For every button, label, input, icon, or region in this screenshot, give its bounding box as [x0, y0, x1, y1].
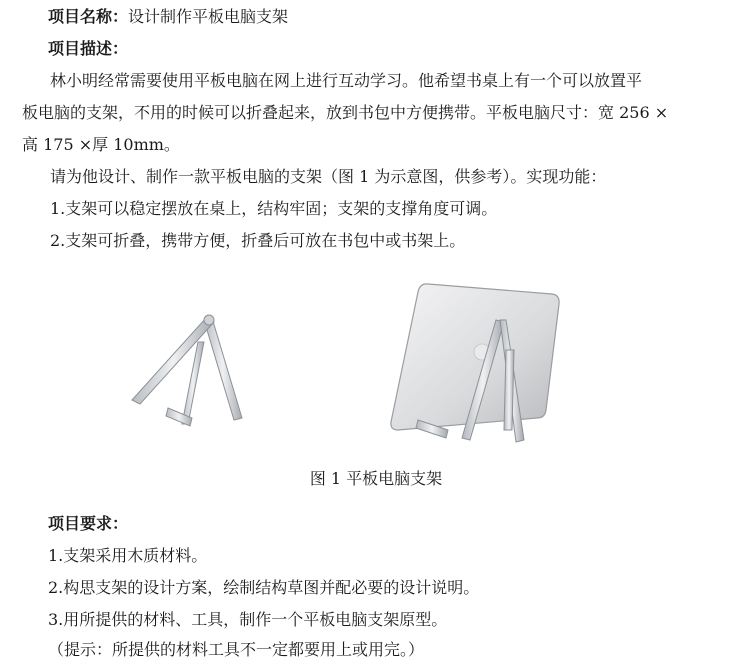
tablet-on-stand-image — [388, 280, 568, 444]
requirements-label: 项目要求： — [48, 514, 129, 533]
desc-paragraph-2: 请为他设计、制作一款平板电脑的支架（图 1 为示意图，供参考）。实现功能： — [50, 167, 607, 186]
desc-paragraph-1b: 板电脑的支架，不用的时候可以折叠起来，放到书包中方便携带。平板电脑尺寸：宽 256 × — [22, 103, 669, 122]
function-item-1: 1.支架可以稳定摆放在桌上，结构牢固；支架的支撑角度可调。 — [50, 199, 498, 218]
desc-paragraph-1c: 高 175 ×厚 10mm。 — [22, 135, 180, 154]
requirement-hint: （提示：所提供的材料工具不一定都要用上或用完。） — [48, 640, 425, 659]
folding-stand-image — [108, 306, 258, 436]
requirement-item-1: 1.支架采用木质材料。 — [48, 546, 208, 565]
requirement-item-3: 3.用所提供的材料、工具，制作一个平板电脑支架原型。 — [48, 610, 448, 629]
requirement-item-2: 2.构思支架的设计方案，绘制结构草图并配必要的设计说明。 — [48, 578, 480, 597]
function-item-2: 2.支架可折叠，携带方便，折叠后可放在书包中或书架上。 — [50, 231, 466, 250]
project-desc-label: 项目描述： — [48, 39, 129, 58]
project-name-line — [48, 6, 288, 28]
desc-paragraph-1a: 林小明经常需要使用平板电脑在网上进行互动学习。他希望书桌上有一个可以放置平 — [50, 71, 643, 90]
project-name-value: 设计制作平板电脑支架 — [128, 7, 289, 26]
project-name-label: 项目名称： — [48, 7, 129, 26]
figure-caption: 图 1 平板电脑支架 — [309, 469, 443, 488]
